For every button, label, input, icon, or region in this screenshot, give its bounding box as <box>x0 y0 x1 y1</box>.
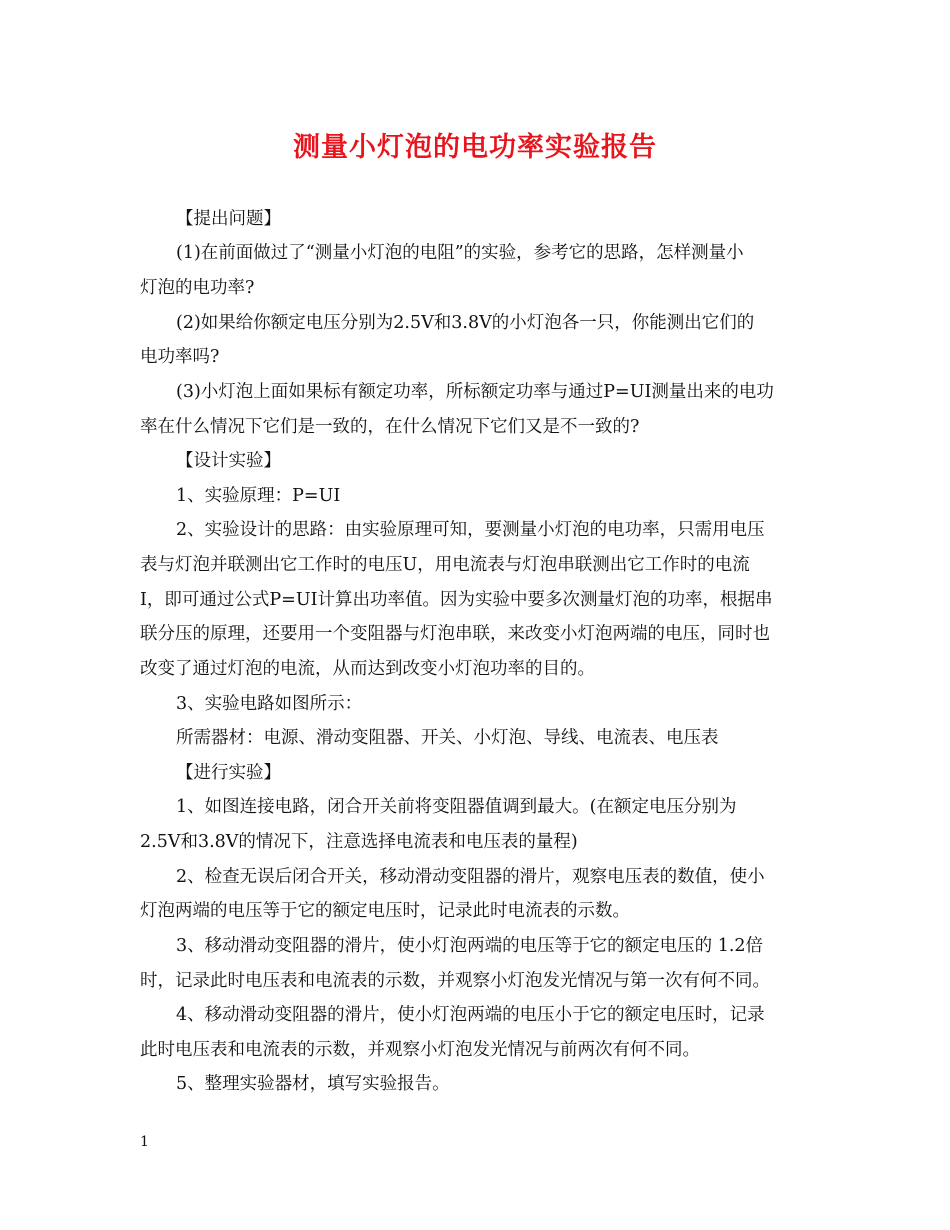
paragraph-line: 灯泡的电功率? <box>140 278 255 298</box>
page-number: 1 <box>140 1134 149 1150</box>
paragraph-line: (2)如果给你额定电压分别为2.5V和3.8V的小灯泡各一只，你能测出它们的 <box>176 313 755 333</box>
paragraph-line: I，即可通过公式P=UI计算出功率值。因为实验中要多次测量灯泡的功率，根据串 <box>140 590 773 610</box>
paragraph-line: (1)在前面做过了“测量小灯泡的电阻”的实验，参考它的思路，怎样测量小 <box>176 243 744 263</box>
paragraph-line: 3、移动滑动变阻器的滑片，使小灯泡两端的电压等于它的额定电压的 1.2倍 <box>176 936 764 956</box>
paragraph-line: 时，记录此时电压表和电流表的示数，并观察小灯泡发光情况与第一次有何不同。 <box>140 971 770 991</box>
paragraph-line: 联分压的原理，还要用一个变阻器与灯泡串联，来改变小灯泡两端的电压，同时也 <box>140 624 770 644</box>
paragraph-line: 2、检查无误后闭合开关，移动滑动变阻器的滑片，观察电压表的数值，使小 <box>176 867 765 887</box>
paragraph-line: 改变了通过灯泡的电流，从而达到改变小灯泡功率的目的。 <box>140 659 595 679</box>
section-heading-question: 【提出问题】 <box>176 209 281 229</box>
paragraph-line: 2.5V和3.8V的情况下，注意选择电流表和电压表的量程) <box>140 832 578 852</box>
paragraph-line: (3)小灯泡上面如果标有额定功率，所标额定功率与通过P=UI测量出来的电功 <box>176 382 774 402</box>
paragraph-line: 1、如图连接电路，闭合开关前将变阻器值调到最大。(在额定电压分别为 <box>176 797 737 817</box>
paragraph-line: 电功率吗? <box>140 347 220 367</box>
paragraph-line: 3、实验电路如图所示： <box>176 694 363 714</box>
paragraph-line: 表与灯泡并联测出它工作时的电压U，用电流表与灯泡串联测出它工作时的电流 <box>140 555 750 575</box>
paragraph-line: 4、移动滑动变阻器的滑片，使小灯泡两端的电压小于它的额定电压时，记录 <box>176 1005 765 1025</box>
section-heading-experiment: 【进行实验】 <box>176 763 281 783</box>
paragraph-line: 所需器材：电源、滑动变阻器、开关、小灯泡、导线、电流表、电压表 <box>176 728 719 748</box>
paragraph-line: 1、实验原理：P=UI <box>176 486 341 506</box>
paragraph-line: 2、实验设计的思路：由实验原理可知，要测量小灯泡的电功率，只需用电压 <box>176 520 765 540</box>
document-title: 测量小灯泡的电功率实验报告 <box>293 132 657 163</box>
paragraph-line: 5、整理实验器材，填写实验报告。 <box>176 1074 450 1094</box>
section-heading-design: 【设计实验】 <box>176 451 281 471</box>
paragraph-line: 灯泡两端的电压等于它的额定电压时，记录此时电流表的示数。 <box>140 901 630 921</box>
paragraph-line: 此时电压表和电流表的示数，并观察小灯泡发光情况与前两次有何不同。 <box>140 1040 700 1060</box>
paragraph-line: 率在什么情况下它们是一致的，在什么情况下它们又是不一致的? <box>140 417 640 437</box>
